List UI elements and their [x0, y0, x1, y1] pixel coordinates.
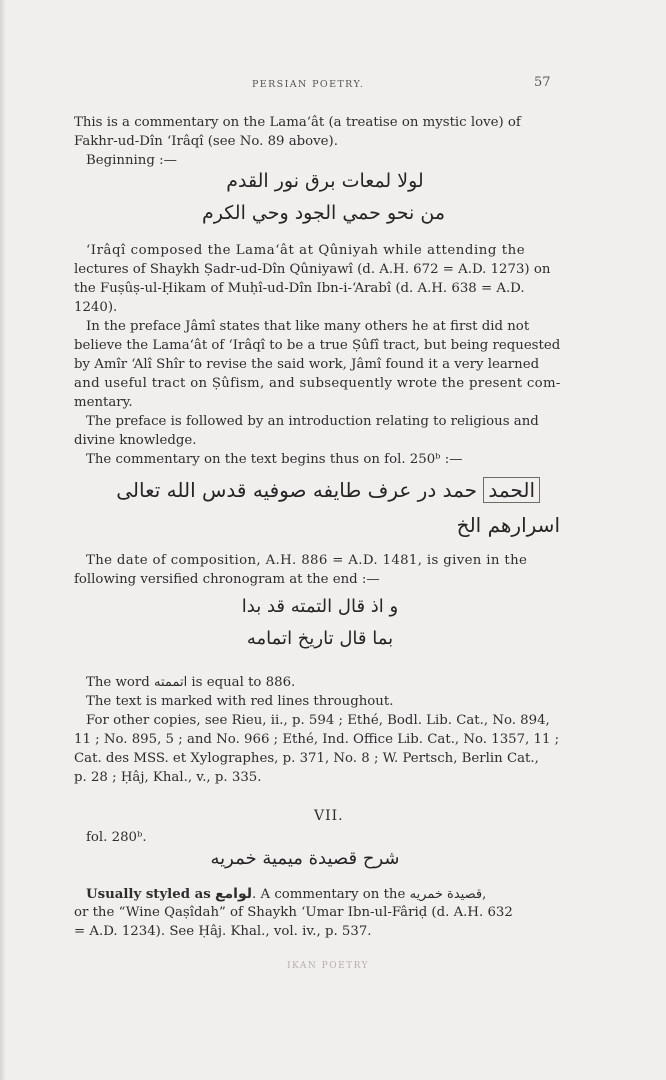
arabic-commentary-line1 [100, 478, 540, 502]
arabic-commentary-rest: حمد در عرف طايفه صوفيه قدس الله تعالى [116, 478, 478, 502]
page-number: 57 [534, 75, 551, 90]
para2-line3: the Fuṣûṣ-ul-Ḥikam of Muḥî-ud-Dîn Ibn-i-‘Arabî (d. A.H. 638 = A.D. [74, 281, 525, 296]
running-head: PERSIAN POETRY. [252, 79, 365, 90]
para10-mid: . A commentary on the [252, 887, 406, 902]
para4-line1: The preface is followed by an introduction relating to religious and [86, 414, 539, 429]
para9-line4: p. 28 ; Ḥâj, Khal., v., p. 335. [74, 770, 262, 785]
para3-line3: by Amîr ‘Alî Shîr to revise the said work, Jâmî found it a very learned [74, 357, 540, 372]
arabic-commentary-boxed-word: الحمد [483, 477, 540, 503]
para1-line3: Beginning :— [86, 153, 177, 168]
para8-line1: The text is marked with red lines throughout. [86, 694, 394, 709]
para10-arabic-qasidah: قصيدة خمريه [409, 887, 483, 902]
para5-line1: The commentary on the text begins thus on fol. 250ᵇ :— [86, 452, 463, 467]
para3-line1: In the preface Jâmî states that like many others he at first did not [86, 319, 530, 334]
para3-line5: mentary. [74, 395, 133, 410]
page-edge-shadow [0, 0, 6, 1080]
para2-line4: 1240). [74, 300, 118, 315]
arabic-section-title: شرح قصيدة ميمية خمريه [210, 848, 400, 869]
para10-line3: = A.D. 1234). See Ḥâj. Khal., vol. iv., p. 537. [74, 924, 372, 939]
para4-line2: divine knowledge. [74, 433, 197, 448]
para7-arabic-word: اتممته [154, 675, 188, 690]
section-number: VII. [314, 808, 344, 824]
folio-reference: fol. 280ᵇ. [86, 830, 147, 845]
para10-styled-as: Usually styled as [86, 887, 211, 902]
arabic-beginning-line2: من نحو حمي الجود وحي الكرم [202, 202, 445, 224]
para7-pre: The word [86, 675, 150, 690]
arabic-chronogram-line2: بما قال تاريخ اتمامه [246, 628, 394, 649]
para6-line2: following versified chronogram at the end :— [74, 572, 380, 587]
arabic-beginning-line1: لولا لمعات برق نور القدم [226, 170, 424, 192]
arabic-commentary-line2: اسرارهم الخ [456, 513, 560, 537]
para10-end: , [482, 887, 487, 902]
para9-line1: For other copies, see Rieu, ii., p. 594 ; Ethé, Bodl. Lib. Cat., No. 894, [86, 713, 550, 728]
arabic-chronogram-line1: و اذ قال التمته قد بدا [241, 596, 399, 617]
para2-line1: ‘Irâqî composed the Lama‘ât at Qûniyah while attending the [86, 243, 526, 258]
para7-post: is equal to 886. [191, 675, 296, 690]
para1-line1: This is a commentary on the Lama‘ât (a treatise on mystic love) of [74, 115, 521, 130]
para10-line1 [86, 886, 486, 902]
page-header [0, 75, 666, 95]
para6-line1: The date of composition, A.H. 886 = A.D. 1481, is given in the [86, 553, 528, 568]
bleed-through-text: IKAN POETRY [287, 961, 370, 971]
para2-line2: lectures of Shaykh Ṣadr-ud-Dîn Qûniyawî (d. A.H. 672 = A.D. 1273) on [74, 262, 551, 277]
para10-arabic-title: لوامع [214, 886, 253, 902]
para7-line1 [86, 675, 295, 690]
para10-line2: or the “Wine Qaṣîdah” of Shaykh ‘Umar Ibn-ul-Fâriḍ (d. A.H. 632 [74, 905, 513, 920]
para3-line4: and useful tract on Ṣûfism, and subsequently wrote the present com- [74, 376, 561, 391]
para3-line2: believe the Lama‘ât of ‘Irâqî to be a true Ṣûfî tract, but being requested [74, 338, 561, 353]
para1-line2: Fakhr-ud-Dîn ‘Irâqî (see No. 89 above). [74, 134, 338, 149]
para9-line3: Cat. des MSS. et Xylographes, p. 371, No. 8 ; W. Pertsch, Berlin Cat., [74, 751, 539, 766]
para9-line2: 11 ; No. 895, 5 ; and No. 966 ; Ethé, Ind. Office Lib. Cat., No. 1357, 11 ; [74, 732, 560, 747]
